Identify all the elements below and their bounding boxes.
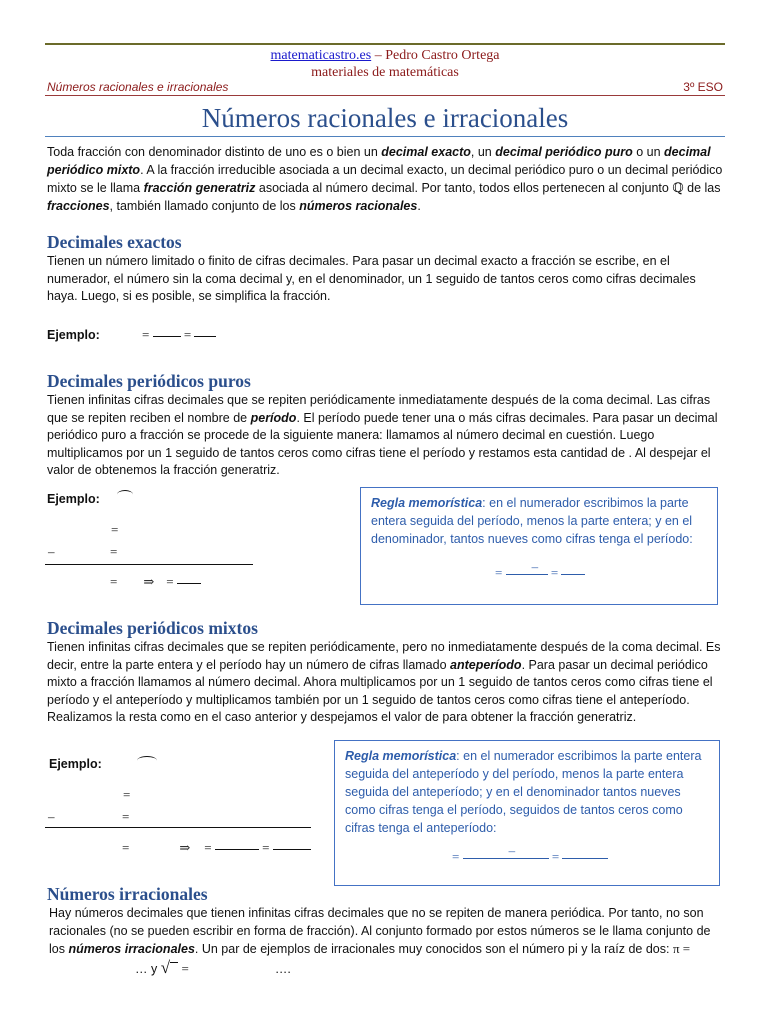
puros-paragraph: Tienen infinitas cifras decimales que se repiten periódicamente inmediatamente después de la coma decimal. Las cifras que se repiten reciben el nombre de período. El período puede tener una o más cifras decimales. Para pasar un decimal periódico puro a fracción se procede de la siguiente manera: llamamos al número decimal en cuestión. Luego multiplicamos por un 1 seguido de tantos ceros como cifras tiene el período y restamos esta cantidad de . Al despejar el valor de obtenemos la fracción generatriz. — [47, 393, 718, 477]
header-topic: Números racionales e irracionales — [47, 80, 229, 94]
author: – Pedro Castro Ortega — [371, 48, 500, 63]
header-level: 3º ESO — [683, 80, 723, 94]
heading-decimales-exactos: Decimales exactos — [47, 232, 182, 252]
mixtos-example-label: Ejemplo: — [49, 757, 102, 771]
mixtos-eq-2: = — [122, 809, 130, 824]
header-bottom-rule — [45, 95, 725, 96]
header-top-rule — [45, 43, 725, 45]
fraction-bar — [215, 849, 259, 850]
sqrt-symbol: √ — [160, 957, 171, 977]
subtraction-line — [45, 827, 311, 828]
rational-set-symbol: ℚ — [672, 180, 684, 195]
exactos-example-label: Ejemplo: — [47, 328, 100, 342]
mixtos-result: = ⇒ = = — [122, 840, 311, 856]
subtraction-line — [45, 564, 253, 565]
fraction-bar — [273, 849, 311, 850]
puros-rule-formula: = – = — [495, 565, 585, 581]
puros-rule-text: Regla memorística: en el numerador escribimos la parte entera seguida del período, menos la parte entera; y en el denominador, tantos nueves como cifras tenga el período: — [371, 496, 693, 546]
mixtos-paragraph: Tienen infinitas cifras decimales que se repiten periódicamente, pero no inmediatamente después de la coma decimal. Es decir, entre la parte entera y el período hay un número de cifras llamado anteperíodo. Para pasar un decimal periódico mixto a fracción llamamos al número decimal. Ahora multiplicamos por un 1 seguido de tantos ceros como cifras tiene el período y el anteperíodo y multiplicamos también por un 1 seguido de tantos ceros como cifras tiene el anteperíodo. Realizamos la resta como en el caso anterior y despejamos el valor de para obtener la fracción generatriz. — [47, 640, 721, 724]
puros-eq-1: = — [111, 522, 119, 537]
exactos-paragraph: Tienen un número limitado o finito de cifras decimales. Para pasar un decimal exacto a fracción se escribe, en el numerador, el número sin la coma decimal y, en el denominador, un 1 seguido de tantos ceros como cifras decimales haya. Luego, si es posible, se simplifica la fracción. — [47, 254, 696, 303]
exactos-equation: = = — [142, 327, 216, 343]
period-arc — [137, 756, 157, 765]
intro-paragraph: Toda fracción con denominador distinto de uno es o bien un decimal exacto, un decimal periódico puro o un decimal periódico mixto. A la fracción irreducible asociada a un decimal exacto, un decimal periódico puro o un decimal periódico mixto se le llama fracción generatriz asociada al número decimal. Por tanto, todos ellos pertenecen al conjunto ℚ de las fracciones, también llamado conjunto de los números racionales. — [47, 145, 723, 213]
title-underline — [45, 136, 725, 137]
heading-decimales-puros: Decimales periódicos puros — [47, 371, 251, 391]
mixtos-rule-text: Regla memorística: en el numerador escribimos la parte entera seguida del anteperíodo y del período, menos la parte entera seguida del anteperíodo; y en el denominador tantos nueves como cifras tenga el período, seguidos de tantos ceros como cifras tenga el anteperíodo: — [345, 749, 702, 835]
mixtos-rule-formula: = – = — [452, 849, 608, 865]
mixtos-minus: – — [48, 809, 55, 824]
irracionales-paragraph: Hay números decimales que tienen infinitas cifras decimales que no se repiten de manera periódica. Por tanto, no son racionales (no se pueden escribir en forma de fracción). Al conjunto formado por estos números se le llama conjunto de los números irracionales. Un par de ejemplos de irracionales muy conocidos son el número pi y la raíz de dos: π =… y √ = …. — [49, 906, 711, 977]
fraction-bar — [153, 336, 181, 337]
fraction-bar — [177, 583, 201, 584]
page-title: Números racionales e irracionales — [201, 103, 569, 133]
puros-rule-box — [360, 487, 718, 605]
site-link[interactable]: matematicastro.es — [270, 48, 372, 63]
fraction-bar — [194, 336, 216, 337]
site-subtitle: materiales de matemáticas — [311, 65, 459, 80]
mixtos-rule-box — [334, 740, 720, 886]
implies-symbol: ⇒ — [143, 574, 155, 589]
puros-result: = ⇒ = — [110, 574, 201, 590]
puros-eq-2: = — [110, 544, 118, 559]
pi-symbol: π = — [672, 941, 691, 956]
mixtos-eq-1: = — [123, 787, 131, 802]
puros-minus: – — [48, 544, 55, 559]
period-arc — [117, 490, 133, 499]
implies-symbol: ⇒ — [179, 840, 191, 855]
puros-example-label: Ejemplo: — [47, 492, 100, 506]
site-line — [45, 47, 725, 64]
heading-numeros-irracionales: Números irracionales — [47, 884, 208, 904]
heading-decimales-mixtos: Decimales periódicos mixtos — [47, 618, 258, 638]
